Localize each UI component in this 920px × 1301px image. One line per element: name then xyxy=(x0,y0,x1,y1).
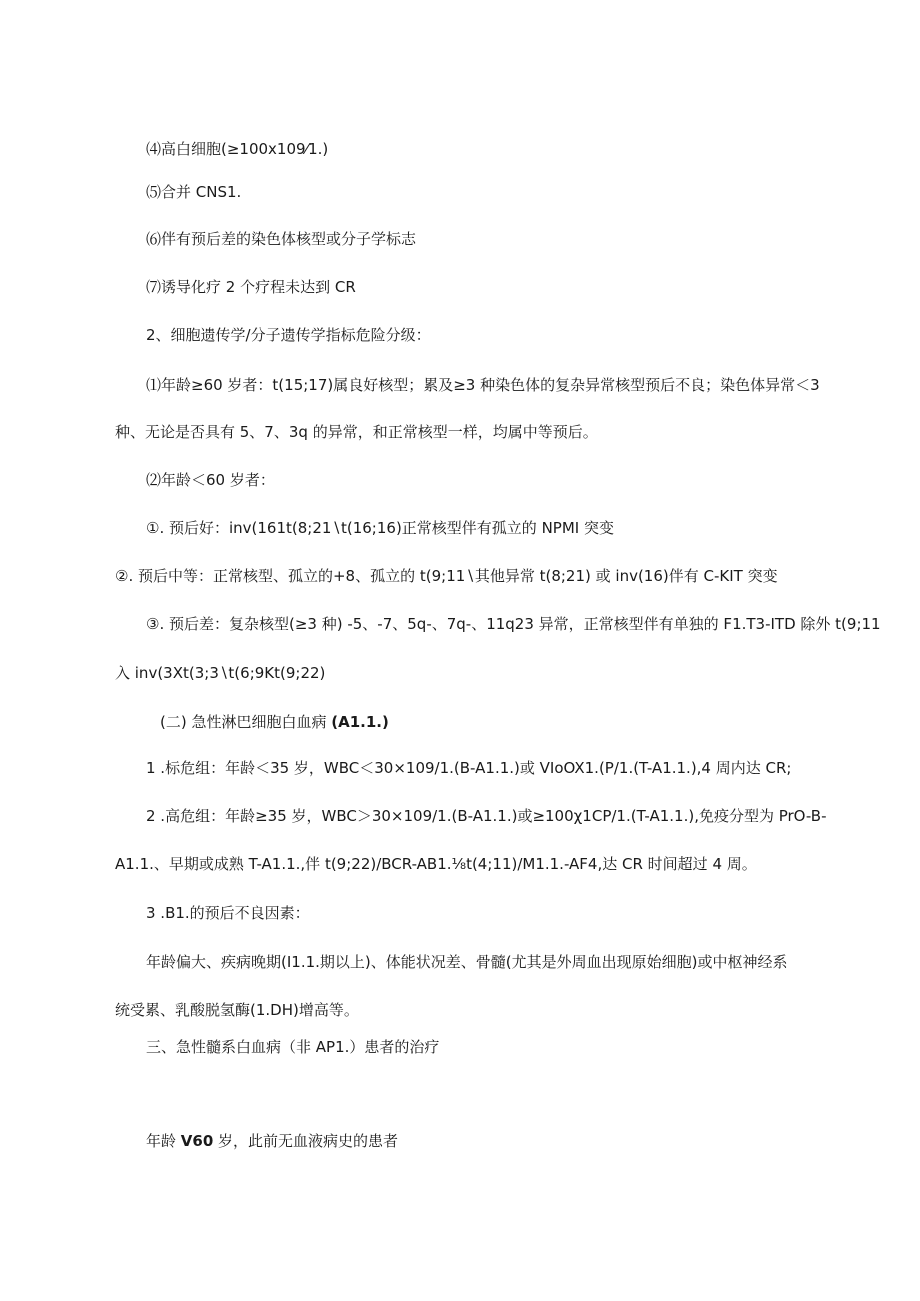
item-6-karyotype: ⑹伴有预后差的染色体核型或分子学标志 xyxy=(146,230,417,248)
prognosis-poor-line2: 入 inv(3Xt(3;3∖t(6;9Kt(9;22) xyxy=(115,664,326,682)
item-7-induction: ⑺诱导化疗 2 个疗程未达到 CR xyxy=(146,278,356,296)
section-3-heading: 三、急性髓系白血病（非 AP1.）患者的治疗 xyxy=(146,1038,440,1056)
prognosis-poor-line1: ③. 预后差：复杂核型(≥3 种) -5、-7、5q-、7q-、11q23 异常，正常核型伴有单独的 F1.T3-ITD 除外 t(9;11 xyxy=(146,615,881,633)
prognosis-intermediate: ②. 预后中等：正常核型、孤立的+8、孤立的 t(9;11∖其他异常 t(8;21) 或 inv(16)伴有 C-KIT 突变 xyxy=(115,567,778,585)
high-risk-group-line1: 2 .高危组：年龄≥35 岁，WBC＞30×109/1.(B-A1.1.)或≥100χ1CP/1.(T-A1.1.),免疫分型为 PrO-B- xyxy=(146,807,827,825)
section-2-heading: 2、细胞遗传学/分子遗传学指标危险分级： xyxy=(146,326,431,344)
item-4-high-wbc: ⑷高白细胞(≥100x109⁄1.) xyxy=(146,140,329,158)
all-section-title: (二) 急性淋巴细胞白血病 xyxy=(160,713,327,731)
standard-risk-group: 1 .标危组：年龄＜35 岁，WBC＜30×109/1.(B-A1.1.)或 VIoOX1.(P/1.(T-A1.1.),4 周内达 CR; xyxy=(146,759,792,777)
age-under-60-heading: ⑵年龄＜60 岁者： xyxy=(146,471,275,489)
all-section-abbrev: (A1.1.) xyxy=(331,713,389,731)
age-label: 年龄 xyxy=(146,1132,177,1150)
age-over-60-line1: ⑴年龄≥60 岁者：t(15;17)属良好核型；累及≥3 种染色体的复杂异常核型预后不良；染色体异常＜3 xyxy=(146,376,820,394)
poor-prognosis-heading: 3 .B1.的预后不良因素： xyxy=(146,904,310,922)
age-criteria-text: 岁，此前无血液病史的患者 xyxy=(213,1132,399,1150)
patient-criteria xyxy=(146,1131,398,1151)
all-section-heading xyxy=(160,712,389,732)
prognosis-good: ①. 预后好：inv(161t(8;21∖t(16;16)正常核型伴有孤立的 NPMI 突变 xyxy=(146,519,614,537)
age-over-60-line2: 种、无论是否具有 5、7、3q 的异常，和正常核型一样，均属中等预后。 xyxy=(115,423,598,441)
poor-prognosis-factors-line1: 年龄偏大、疾病晚期(I1.1.期以上)、体能状况差、骨髓(尤其是外周血出现原始细胞)或中枢神经系 xyxy=(146,953,788,971)
poor-prognosis-factors-line2: 统受累、乳酸脱氢酶(1.DH)增高等。 xyxy=(115,1001,359,1019)
age-value: V60 xyxy=(180,1132,214,1150)
item-5-cns: ⑸合并 CNS1. xyxy=(146,183,242,201)
high-risk-group-line2: A1.1.、早期或成熟 T-A1.1.,伴 t(9;22)/BCR-AB1.⅛t(4;11)/M1.1.-AF4,达 CR 时间超过 4 周。 xyxy=(115,855,757,873)
